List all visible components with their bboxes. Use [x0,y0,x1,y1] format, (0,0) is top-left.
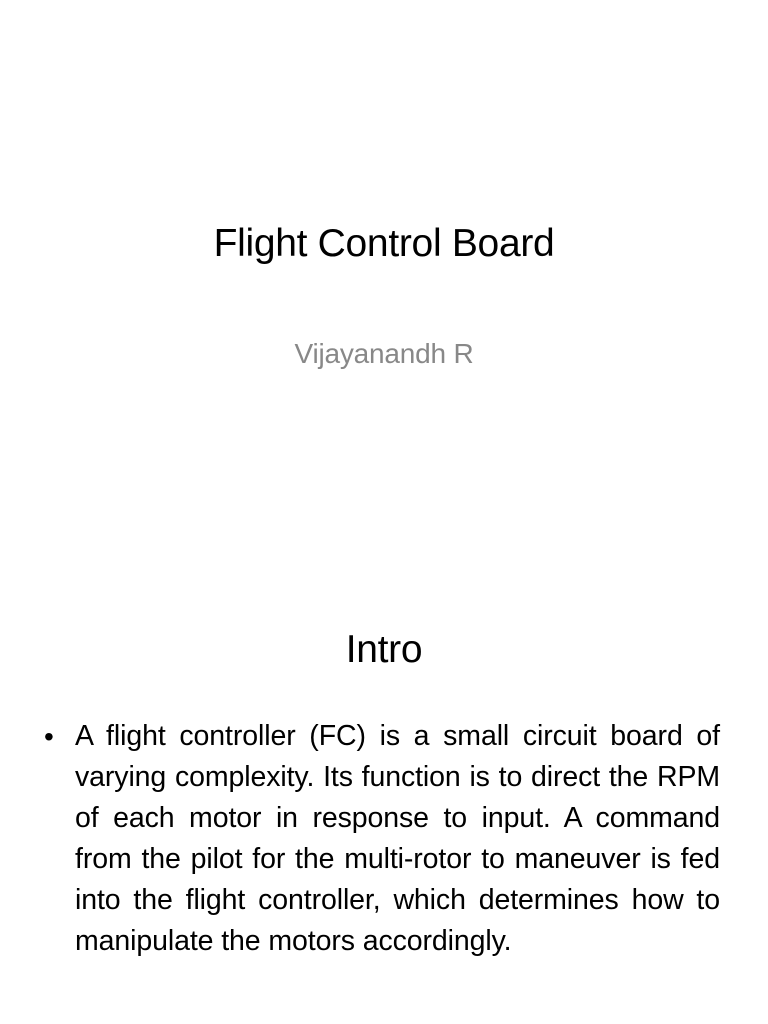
slide-title: Flight Control Board [213,222,555,265]
bullet-text: A flight controller (FC) is a small circuit board of varying complexity. Its function is to direct the RPM of each motor in response to input. A command from the pilot for the multi-rotor to maneuver is fed into the flight controller, which determines how to manipulate the motors accordingly. [75,720,720,957]
bullet-icon: • [44,721,54,752]
slide-heading: Intro [345,628,423,671]
slide-subtitle-author: Vijayanandh R [294,338,474,369]
content-slide [0,576,768,1024]
bullet-item [44,716,720,962]
bullet-list [44,716,720,962]
